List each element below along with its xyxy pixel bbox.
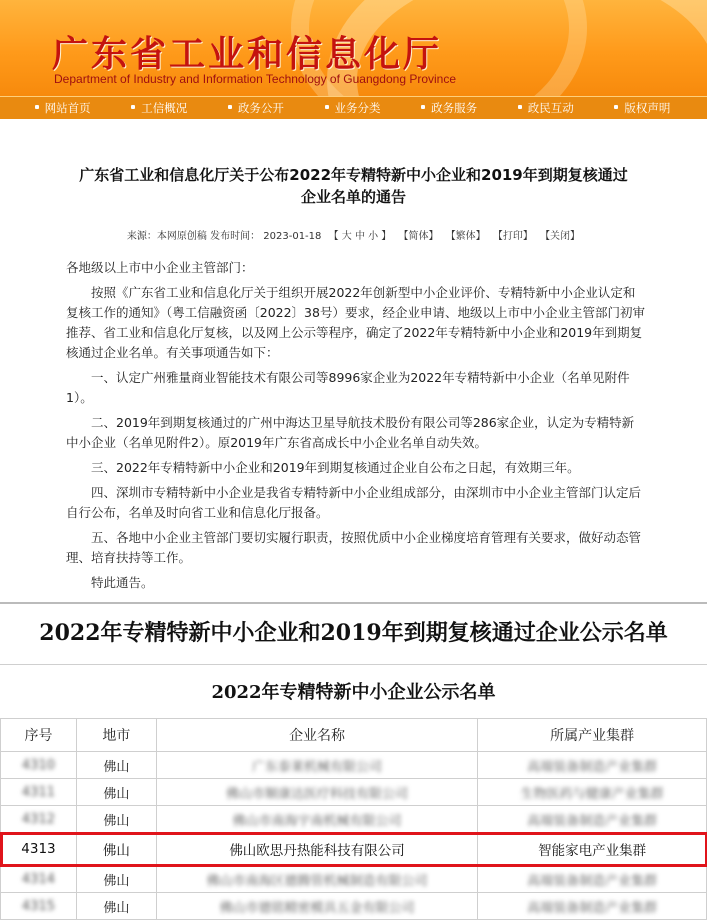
nav-business[interactable]: 业务分类 (321, 100, 387, 116)
table-row (1, 752, 707, 779)
cell-name: 佛山欧思丹热能科技有限公司 (156, 833, 478, 866)
font-size-links[interactable]: 【 大 中 小 】 (328, 231, 392, 242)
print-link[interactable]: 【打印】 (492, 231, 533, 242)
list-sub-title: 2022年专精特新中小企业公示名单 (211, 682, 496, 703)
cell-no: 4315 (1, 893, 77, 920)
cell-name: 广东泰莱机械有限公司 (156, 752, 478, 779)
table-row (1, 893, 707, 920)
cell-name: 佛山市顺康达医疗科技有限公司 (156, 779, 478, 806)
highlighted-row (1, 833, 707, 866)
body-paragraph: 按照《广东省工业和信息化厅关于组织开展2022年创新型中小企业评价、专精特新中小企业认定和复核工作的通知》（粤工信融资函〔2022〕38号）要求，经企业申请、地级以上市中小企业主管部门初审推荐、省工业和信息化厅复核，以及网上公示等程序，确定了2022年专精特新中小企业和2019年到期复核通过企业名单。有关事项通告如下： (66, 285, 645, 360)
header-banner (0, 0, 707, 96)
cell-name: 佛山市德铭精密模具五金有限公司 (156, 893, 478, 920)
table-row (1, 866, 707, 893)
nav-copyright[interactable]: 版权声明 (610, 100, 676, 116)
col-header: 企业名称 (156, 719, 478, 752)
site-subtitle: Department of Industry and Information Technology of Guangdong Province (54, 72, 457, 86)
table-row (1, 779, 707, 806)
close-link[interactable]: 【关闭】 (540, 231, 581, 242)
cell-cluster: 高端装备制造产业集群 (478, 866, 707, 893)
divider (0, 664, 707, 665)
cell-no: 4313 (1, 833, 77, 866)
col-header: 地市 (76, 719, 156, 752)
cell-no: 4312 (1, 806, 77, 833)
cell-cluster: 高端装备制造产业集群 (478, 893, 707, 920)
table-row (1, 806, 707, 833)
cell-cluster: 智能家电产业集群 (478, 833, 707, 866)
body-paragraph: 三、2022年专精特新中小企业和2019年到期复核通过企业自公布之日起，有效期三年。 (91, 460, 580, 475)
salutation: 各地级以上市中小企业主管部门： (66, 260, 254, 275)
cell-city: 佛山 (76, 752, 156, 779)
nav-interaction[interactable]: 政民互动 (514, 100, 580, 116)
cell-cluster: 高端装备制造产业集群 (478, 806, 707, 833)
simplified-link[interactable]: 【简体】 (398, 231, 439, 242)
article-meta (0, 227, 707, 242)
cell-cluster: 生物医药与健康产业集群 (478, 779, 707, 806)
cell-name: 佛山市南海宇南机械有限公司 (156, 806, 478, 833)
cell-city: 佛山 (76, 866, 156, 893)
cell-city: 佛山 (76, 806, 156, 833)
body-paragraph: 四、深圳市专精特新中小企业是我省专精特新中小企业组成部分，由深圳市中小企业主管部门认定后自行公布，名单及时向省工业和信息化厅报备。 (66, 485, 642, 520)
nav-public[interactable]: 政务公开 (224, 100, 290, 116)
cell-no: 4310 (1, 752, 77, 779)
cell-name: 佛山市南海区德腾管机械制造有限公司 (156, 866, 478, 893)
cell-city: 佛山 (76, 779, 156, 806)
cell-cluster: 高端装备制造产业集群 (478, 752, 707, 779)
traditional-link[interactable]: 【繁体】 (445, 231, 486, 242)
cell-city: 佛山 (76, 833, 156, 866)
site-title: 广东省工业和信息化厅 (52, 33, 443, 75)
article-title-line: 广东省工业和信息化厅关于公布2022年专精特新中小企业和2019年到期复核通过 (79, 166, 628, 184)
cell-no: 4314 (1, 866, 77, 893)
closing-line: 特此通告。 (91, 575, 154, 590)
body-paragraph: 五、各地中小企业主管部门要切实履行职责，按照优质中小企业梯度培育管理有关要求，做好动态管理、培育扶持等工作。 (66, 530, 642, 565)
table-header-row (1, 719, 707, 752)
article-title-line: 企业名单的通告 (300, 188, 406, 206)
main-nav (0, 96, 707, 119)
article-body (66, 258, 646, 598)
body-paragraph: 二、2019年到期复核通过的广州中海达卫星导航技术股份有限公司等286家企业，认定为专精特新中小企业（名单见附件2）。原2019年广东省高成长中小企业名单自动失效。 (66, 415, 635, 450)
nav-home[interactable]: 网站首页 (31, 100, 97, 116)
col-header: 所属产业集群 (478, 719, 707, 752)
cell-no: 4311 (1, 779, 77, 806)
cell-city: 佛山 (76, 893, 156, 920)
nav-services[interactable]: 政务服务 (417, 100, 483, 116)
nav-overview[interactable]: 工信概况 (127, 100, 193, 116)
article-title (40, 164, 667, 208)
list-main-title: 2022年专精特新中小企业和2019年到期复核通过企业公示名单 (39, 620, 668, 646)
meta-source: 来源：本网原创稿 发布时间： 2023-01-18 (126, 231, 322, 242)
body-paragraph: 一、认定广州雅量商业智能技术有限公司等8996家企业为2022年专精特新中小企业（名单见附件1）。 (66, 370, 630, 405)
col-header: 序号 (1, 719, 77, 752)
